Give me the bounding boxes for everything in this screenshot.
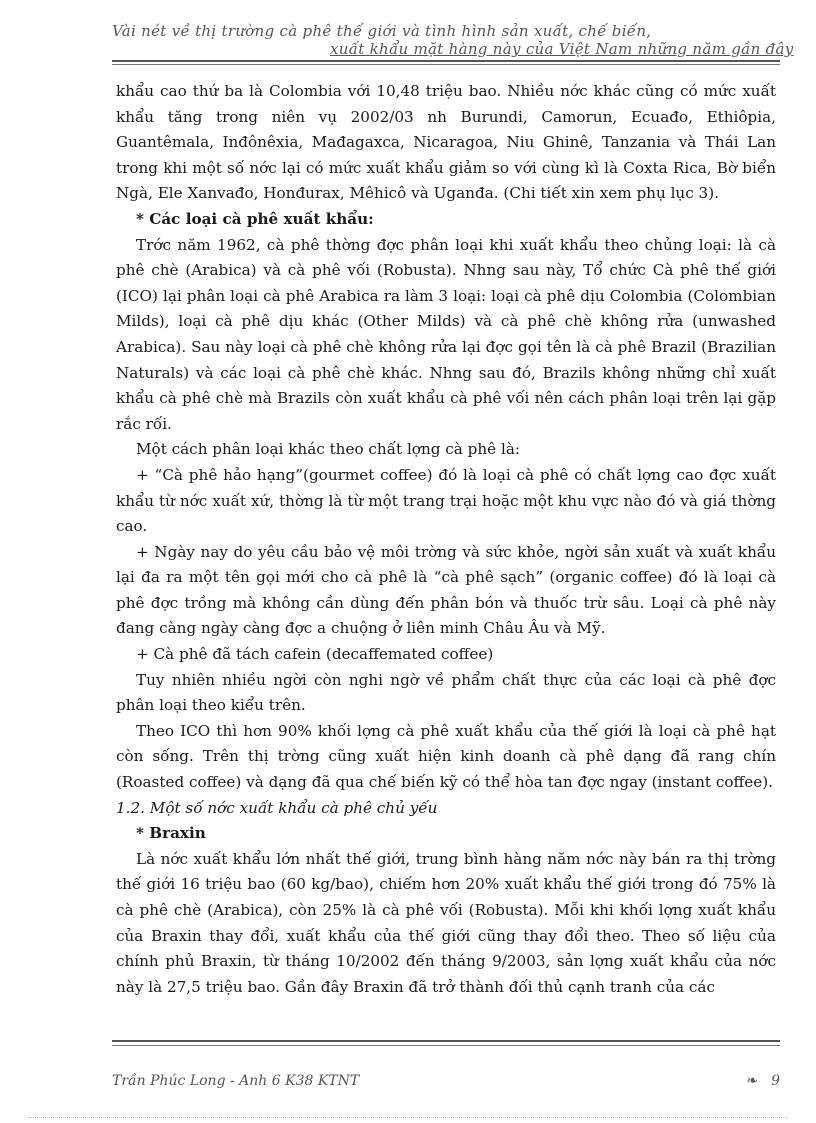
paragraph: Theo ICO thì hơn 90% khối lợng cà phê xuất khẩu của thế giới là loại cà phê hạt còn sống. Trên thị trờng cũng xuất hiện kinh doanh cà phê dạng đã rang chín (Roasted coffee) và dạng đã qua chế biến kỹ có thể hòa tan đợc ngay (instant coffee). — [116, 721, 776, 792]
header-rule — [112, 60, 780, 62]
paragraph: Trớc năm 1962, cà phê thờng đợc phân loại khi xuất khẩu theo chủng loại: là cà phê chè (Arabica) và cà phê vối (Robusta). Nhng sau này, Tổ chức Cà phê thế giới (ICO) lại phân loại cà phê Arabica ra làm 3 loại: loại cà phê dịu Colombia (Colombian Milds), loại cà phê dịu khác (Other Milds) và cà phê chè không rửa (unwashed Arabica). Sau này loại cà phê chè không rửa lại đợc gọi tên là cà phê Brazil (Brazilian Naturals) và các loại cà phê chè khác. Nhng sau đó, Brazils không những chỉ xuất khẩu cà phê chè mà Brazils còn xuất khẩu cà phê vối nên cách phân loại trên lại gặp rắc rối. — [116, 235, 776, 433]
page-bottom-border — [28, 1117, 788, 1118]
page-number: 9 — [771, 1073, 780, 1089]
section-heading-brazil: * Braxin — [136, 824, 206, 843]
page-header — [112, 22, 794, 58]
page-footer — [112, 1073, 780, 1093]
footer-author: Trần Phúc Long - Anh 6 K38 KTNT — [112, 1073, 360, 1089]
header-rule-thin — [112, 64, 780, 65]
footer-rule — [112, 1040, 780, 1042]
section-heading-export-types: * Các loại cà phê xuất khẩu: — [136, 209, 374, 228]
footer-rule-thin — [112, 1045, 780, 1046]
document-body — [116, 79, 776, 1000]
list-item: + Ngày nay do yêu cầu bảo vệ môi trờng và sức khỏe, ngời sản xuất và xuất khẩu lại đa ra một tên gọi mới cho cà phê là “cà phê sạch” (organic coffee) đó là loại cà phê đợc trồng mà không cần dùng đến phân bón và thuốc trừ sâu. Loại cà phê này đang càng ngày càng đợc a chuộng ở liên minh Châu Âu và Mỹ. — [116, 542, 776, 638]
paragraph: khẩu cao thứ ba là Colombia với 10,48 triệu bao. Nhiều nớc khác cũng có mức xuất khẩu tăng trong niên vụ 2002/03 nh Burundi, Camorun, Ecuađo, Ethiôpia, Guantêmala, Inđônêxia, Mađagaxca, Nicaragoa, Niu Ghinê, Tanzania và Thái Lan trong khi một số nớc lại có mức xuất khẩu giảm so với cùng kì là Coxta Rica, Bờ biển Ngà, Ele Xanvađo, Honđurax, Mêhicô và Uganđa. (Chi tiết xin xem phụ lục 3). — [116, 82, 776, 203]
paragraph: Là nớc xuất khẩu lớn nhất thế giới, trung bình hàng năm nớc này bán ra thị trờng thế giới 16 triệu bao (60 kg/bao), chiếm hơn 20% xuất khẩu thế giới trong đó 75% là cà phê chè (Arabica), còn 25% là cà phê vối (Robusta). Mỗi khi khối lợng xuất khẩu của Braxin thay đổi, xuất khẩu của thế giới cũng thay đổi theo. Theo số liệu của chính phủ Braxin, từ tháng 10/2002 đến tháng 9/2003, sản lợng xuất khẩu của nớc này là 27,5 triệu bao. Gần đây Braxin đã trở thành đối thủ cạnh tranh của các — [116, 849, 776, 996]
paragraph: Tuy nhiên nhiều ngời còn nghi ngờ về phẩm chất thực của các loại cà phê đợc phân loại theo kiểu trên. — [116, 670, 776, 715]
ornament-icon: ❧ — [746, 1073, 758, 1089]
header-title-line-1: Vài nét về thị trường cà phê thế giới và tình hình sản xuất, chế biến, — [112, 22, 652, 40]
header-title-line-2: xuất khẩu mặt hàng này của Việt Nam những năm gần đây — [330, 40, 794, 58]
list-item: + “Cà phê hảo hạng”(gourmet coffee) đó là loại cà phê có chất lợng cao đợc xuất khẩu từ nớc xuất xứ, thờng là từ một trang trại hoặc một khu vực nào đó và giá thờng cao. — [116, 465, 776, 536]
section-title-main-exporters: 1.2. Một số nớc xuất khẩu cà phê chủ yếu — [116, 798, 438, 817]
list-item: + Cà phê đã tách cafein (decaffemated coffee) — [136, 645, 494, 664]
paragraph: Một cách phân loại khác theo chất lợng cà phê là: — [136, 440, 521, 459]
